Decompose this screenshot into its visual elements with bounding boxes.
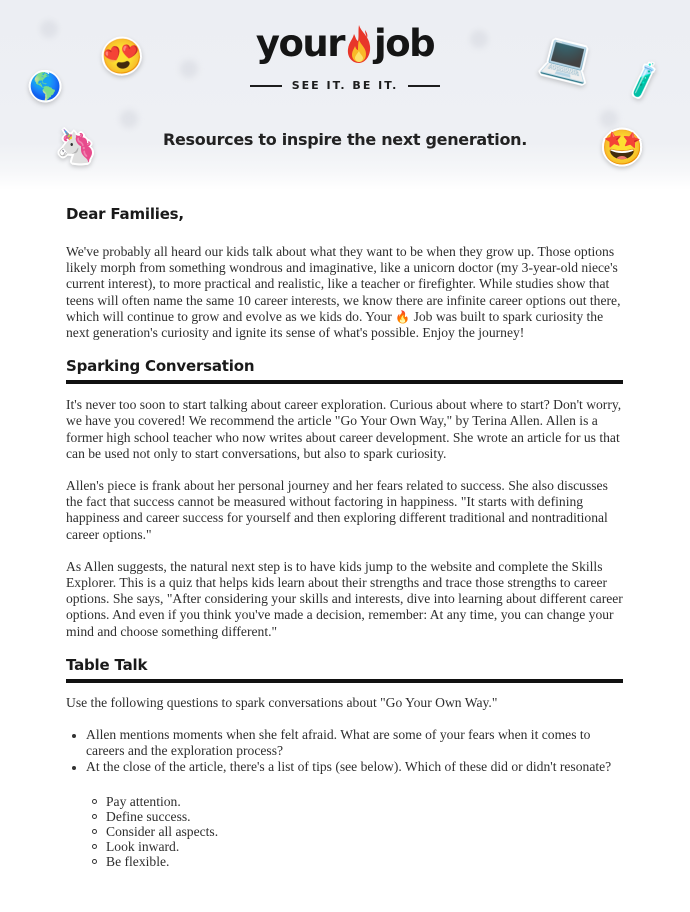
table-talk-intro: Use the following questions to spark conversations about "Go Your Own Way." bbox=[66, 694, 498, 710]
logo-text-job: job bbox=[374, 22, 435, 65]
flame-logo-icon bbox=[345, 24, 373, 64]
sparking-paragraph-2: Allen's piece is frank about her personal journey and her fears related to success. She also discusses the fact that success cannot be measured without factoring in happiness. "It starts with defining happiness and career success for yourself and then exploring different traditional and nontraditional career options." bbox=[66, 478, 608, 542]
tagline-dash-right bbox=[408, 85, 440, 87]
background-speck bbox=[120, 110, 138, 128]
flask-emoji-icon: 🧪 bbox=[623, 61, 665, 100]
intro-text-start: We've probably all heard our kids talk about what they want to be when they grow up. Those options likely morph from something wondrous and imaginative, like a unicorn doctor (my 3-year-old niece's current interest), to more practical and realistic, like a teacher or firefighter. While studies show that teens will often name the same 10 career interests, we know there are infinite career options out there, which will continue to grow and evolve as we kids do. Your bbox=[66, 244, 621, 324]
intro-paragraph bbox=[66, 244, 623, 341]
laptop-code-icon: 💻 bbox=[537, 29, 597, 86]
hero-banner bbox=[0, 0, 690, 190]
letter-content bbox=[66, 205, 623, 869]
section-heading-sparking-conversation: Sparking Conversation bbox=[66, 357, 623, 384]
sparking-paragraph-3: As Allen suggests, the natural next step is to have kids jump to the website and complete the Skills Explorer. This is a quiz that helps kids learn about their strengths and trace those strengths to career options. She says, "After considering your skills and interests, dive into learning about different career options. And even if you think you've made a decision, remember: At any time, you can change your mind and choose something different." bbox=[66, 558, 623, 639]
question-item: At the close of the article, there's a list of tips (see below). Which of these did or didn't resonate? bbox=[86, 759, 623, 775]
unicorn-emoji-icon: 🦄 bbox=[56, 128, 96, 164]
tip-item: Define success. bbox=[106, 809, 623, 824]
tip-item: Be flexible. bbox=[106, 854, 623, 869]
section-heading-table-talk: Table Talk bbox=[66, 656, 623, 683]
sparking-paragraph-1: It's never too soon to start talking about career exploration. Curious about where to start? Don't worry, we have you covered! We recommend the article "Go Your Own Way," by Terina Allen. Allen is a former high school teacher who now writes about career development. She wrote an article for us that can be used not only to start conversations, but also to spark curiosity. bbox=[66, 397, 622, 461]
fire-emoji-icon: 🔥 bbox=[395, 309, 411, 324]
letter-greeting: Dear Families, bbox=[66, 205, 184, 223]
logo-text-your: your bbox=[255, 22, 345, 65]
tip-item: Consider all aspects. bbox=[106, 824, 623, 839]
question-item: Allen mentions moments when she felt afraid. What are some of your fears when it comes to careers and the exploration process? bbox=[86, 727, 623, 759]
heart-eyes-emoji-icon: 😍 bbox=[98, 36, 146, 79]
globe-emoji-icon: 🌎 bbox=[29, 72, 62, 101]
star-struck-emoji-icon: 🤩 bbox=[601, 130, 644, 167]
tagline-text: SEE IT. BE IT. bbox=[291, 79, 399, 92]
tips-list bbox=[66, 794, 623, 869]
background-speck bbox=[600, 110, 618, 128]
tip-item: Look inward. bbox=[106, 839, 623, 854]
tip-item: Pay attention. bbox=[106, 794, 623, 809]
hero-subtitle: Resources to inspire the next generation. bbox=[162, 130, 528, 149]
intro-text-end: Job was built to spark curiosity the next generation's curiosity and ignite its sense of what's possible. Enjoy the journey! bbox=[66, 308, 604, 341]
tagline-dash-left bbox=[250, 85, 282, 87]
question-list bbox=[66, 727, 623, 776]
